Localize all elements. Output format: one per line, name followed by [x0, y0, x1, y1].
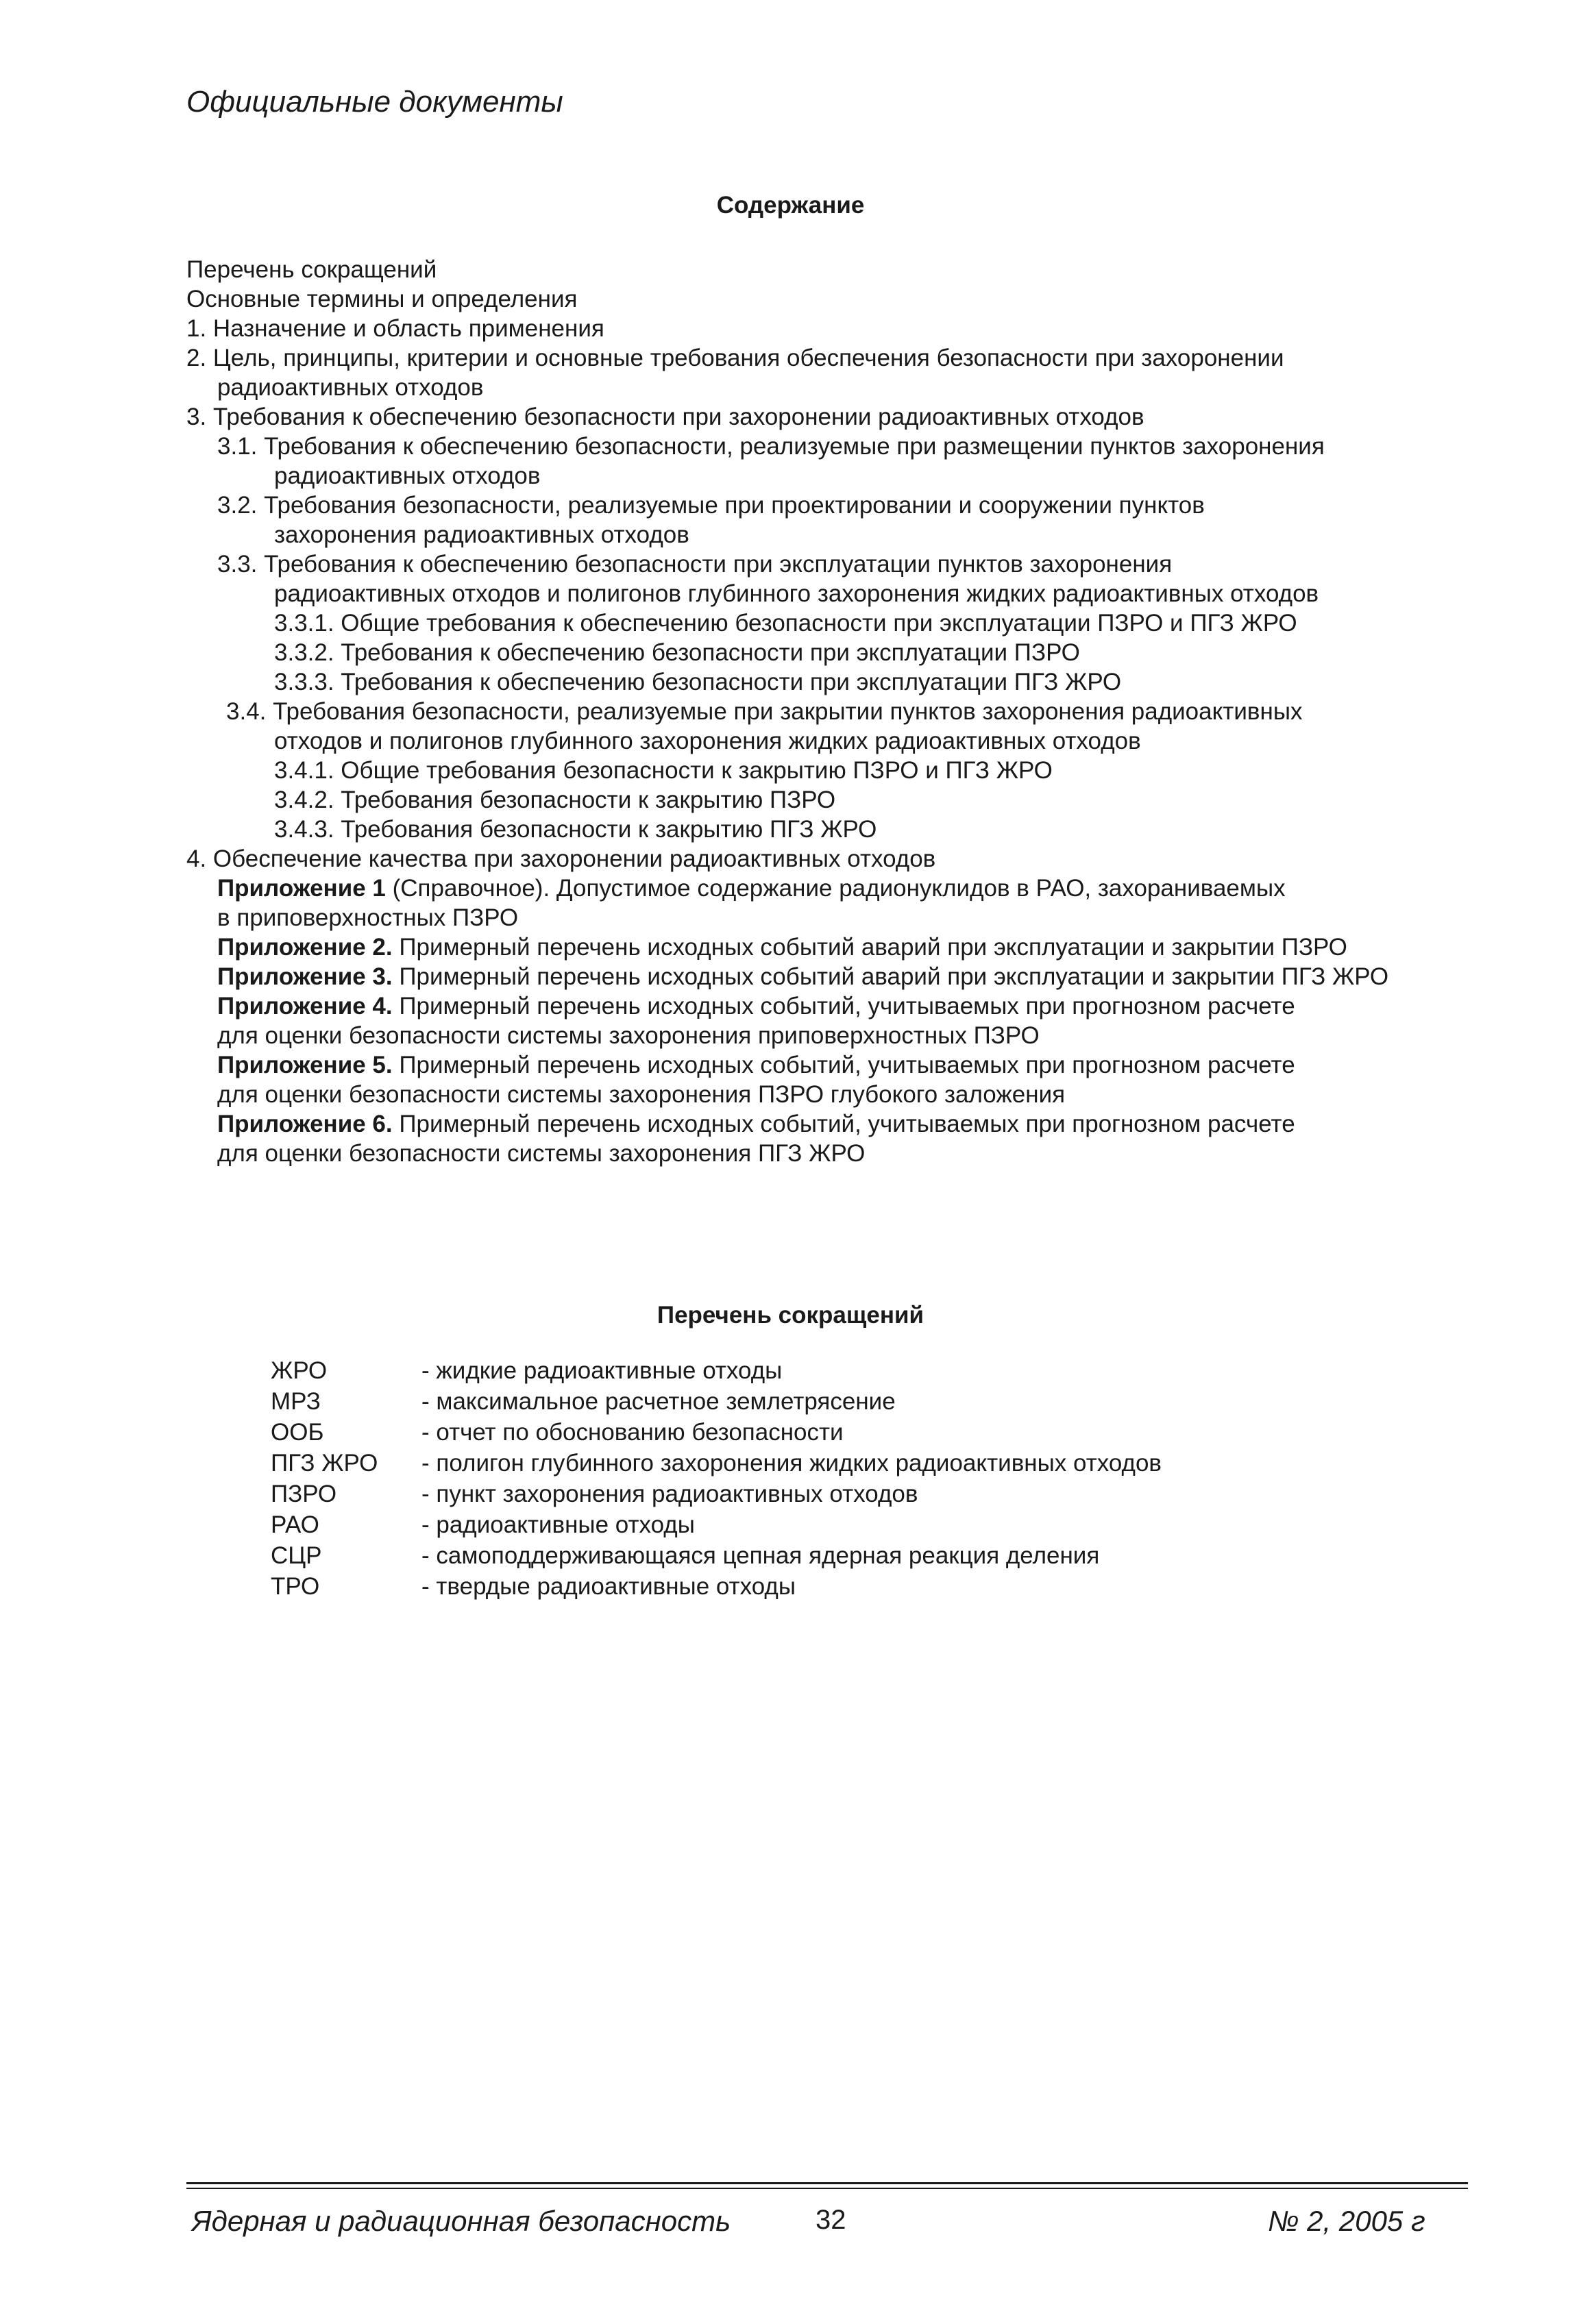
- appendix-text: Примерный перечень исходных событий аварий при эксплуатации и закрытии ПГЗ ЖРО: [392, 963, 1389, 990]
- appendix-label: Приложение 3.: [217, 963, 393, 990]
- abbreviation-definition: - пункт захоронения радиоактивных отходов: [421, 1481, 918, 1507]
- toc-item: радиоактивных отходов и полигонов глубинного захоронения жидких радиоактивных отходов: [274, 580, 1319, 607]
- abbreviations-list: [271, 1355, 1162, 1602]
- toc-item: 1. Назначение и область применения: [186, 315, 604, 342]
- abbreviation-code: СЦР: [271, 1542, 322, 1569]
- appendix-continuation: для оценки безопасности системы захоронения ПЗРО глубокого заложения: [217, 1081, 1066, 1108]
- abbreviation-definition: - радиоактивные отходы: [421, 1511, 695, 1538]
- toc-item: отходов и полигонов глубинного захоронения жидких радиоактивных отходов: [274, 728, 1141, 754]
- appendix-label: Приложение 6.: [217, 1111, 393, 1137]
- abbreviation-definition: - максимальное расчетное землетрясение: [421, 1388, 896, 1415]
- appendix-continuation: в приповерхностных ПЗРО: [217, 904, 519, 931]
- appendix-text: Примерный перечень исходных событий, учитываемых при прогнозном расчете: [392, 1052, 1295, 1078]
- appendix-entry: [186, 874, 1488, 903]
- abbreviation-row: [271, 1479, 1162, 1509]
- abbreviation-definition: - жидкие радиоактивные отходы: [421, 1357, 783, 1384]
- abbreviation-definition: - отчет по обоснованию безопасности: [421, 1419, 844, 1446]
- abbreviation-code: ТРО: [271, 1573, 320, 1600]
- appendix-entry: [186, 1109, 1488, 1139]
- toc-item: Перечень сокращений: [186, 256, 437, 283]
- toc-item: 3.4.2. Требования безопасности к закрытию ПЗРО: [274, 787, 836, 813]
- abbreviation-row: [271, 1355, 1162, 1386]
- appendix-entry: [186, 991, 1488, 1021]
- appendix-text: Примерный перечень исходных событий, учитываемых при прогнозном расчете: [392, 993, 1295, 1019]
- abbreviations-title: Перечень сокращений: [657, 1302, 924, 1328]
- toc-item: 3.3. Требования к обеспечению безопасности при эксплуатации пунктов захоронения: [217, 551, 1173, 578]
- abbreviation-row: [271, 1386, 1162, 1417]
- abbreviation-code: РАО: [271, 1511, 319, 1538]
- toc-item: 3.4.1. Общие требования безопасности к закрытию ПЗРО и ПГЗ ЖРО: [274, 757, 1053, 784]
- toc-item: 3.1. Требования к обеспечению безопасности, реализуемые при размещении пунктов захоронения: [217, 433, 1325, 460]
- toc-item: 3.2. Требования безопасности, реализуемые при проектировании и сооружении пунктов: [217, 492, 1205, 519]
- appendix-continuation: для оценки безопасности системы захоронения ПГЗ ЖРО: [217, 1140, 866, 1167]
- abbreviation-row: [271, 1509, 1162, 1540]
- table-of-contents: [186, 255, 1488, 1168]
- toc-item: 3.3.2. Требования к обеспечению безопасности при эксплуатации ПЗРО: [274, 639, 1080, 666]
- appendix-label: Приложение 5.: [217, 1052, 393, 1078]
- abbreviation-row: [271, 1448, 1162, 1479]
- footer-journal: Ядерная и радиационная безопасность: [192, 2205, 731, 2237]
- abbreviation-row: [271, 1417, 1162, 1448]
- toc-item: 4. Обеспечение качества при захоронении радиоактивных отходов: [186, 845, 936, 872]
- abbreviation-row: [271, 1571, 1162, 1602]
- toc-item: 2. Цель, принципы, критерии и основные требования обеспечения безопасности при захоронении: [186, 345, 1284, 371]
- toc-item: 3.3.1. Общие требования к обеспечению безопасности при эксплуатации ПЗРО и ПГЗ ЖРО: [274, 610, 1297, 636]
- abbreviation-code: ПЗРО: [271, 1481, 337, 1507]
- toc-item: 3. Требования к обеспечению безопасности при захоронении радиоактивных отходов: [186, 404, 1144, 430]
- toc-item: 3.3.3. Требования к обеспечению безопасности при эксплуатации ПГЗ ЖРО: [274, 669, 1122, 695]
- toc-item: 3.4. Требования безопасности, реализуемые при закрытии пунктов захоронения радиоактивных: [226, 698, 1303, 725]
- appendix-entry: [186, 932, 1488, 962]
- abbreviation-code: ПГЗ ЖРО: [271, 1450, 378, 1476]
- toc-item: радиоактивных отходов: [217, 374, 484, 401]
- appendix-continuation: для оценки безопасности системы захоронения приповерхностных ПЗРО: [217, 1022, 1040, 1049]
- footer-issue: № 2, 2005 г: [1268, 2205, 1425, 2237]
- appendix-text: (Справочное). Допустимое содержание радионуклидов в РАО, захораниваемых: [385, 875, 1286, 902]
- toc-title: Содержание: [716, 192, 865, 219]
- abbreviation-code: ЖРО: [271, 1357, 328, 1384]
- appendix-label: Приложение 4.: [217, 993, 393, 1019]
- appendix-entry: [186, 1050, 1488, 1080]
- footer-rule: [186, 2182, 1468, 2184]
- footer-rule: [186, 2188, 1468, 2189]
- appendix-label: Приложение 1: [217, 875, 386, 902]
- abbreviation-row: [271, 1540, 1162, 1571]
- abbreviation-definition: - твердые радиоактивные отходы: [421, 1573, 796, 1600]
- appendix-text: Примерный перечень исходных событий аварий при эксплуатации и закрытии ПЗРО: [392, 934, 1347, 961]
- toc-item: радиоактивных отходов: [274, 462, 541, 489]
- toc-item: Основные термины и определения: [186, 286, 578, 312]
- page-number: 32: [816, 2205, 846, 2235]
- abbreviation-definition: - самоподдерживающаяся цепная ядерная реакция деления: [421, 1542, 1100, 1569]
- abbreviation-code: МРЗ: [271, 1388, 321, 1415]
- toc-item: захоронения радиоактивных отходов: [274, 521, 689, 548]
- abbreviation-code: ООБ: [271, 1419, 324, 1446]
- abbreviation-definition: - полигон глубинного захоронения жидких радиоактивных отходов: [421, 1450, 1162, 1476]
- appendix-text: Примерный перечень исходных событий, учитываемых при прогнозном расчете: [392, 1111, 1295, 1137]
- appendix-label: Приложение 2.: [217, 934, 393, 961]
- toc-item: 3.4.3. Требования безопасности к закрытию ПГЗ ЖРО: [274, 816, 877, 843]
- appendix-entry: [186, 962, 1488, 991]
- running-header: Официальные документы: [186, 85, 563, 119]
